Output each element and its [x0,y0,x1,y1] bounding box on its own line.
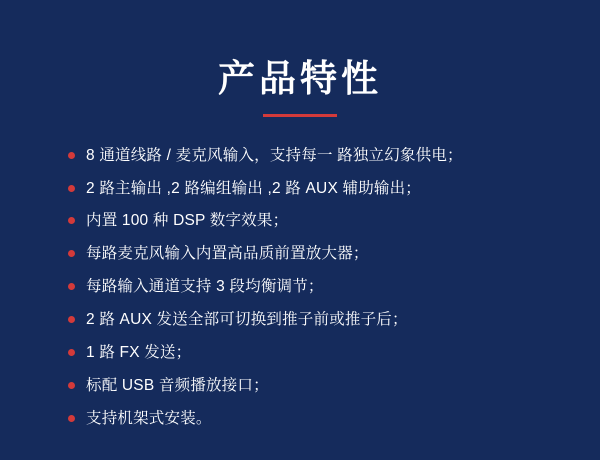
list-item [68,309,600,331]
feature-list [0,145,600,431]
page-title: 产品特性 [218,58,382,99]
bullet-icon [68,316,75,323]
list-item [68,178,600,200]
bullet-icon [68,283,75,290]
bullet-icon [68,349,75,356]
list-item [68,145,600,167]
feature-text: 2 路 AUX 发送全部可切换到推子前或推子后； [86,311,408,329]
title-underline [263,114,337,117]
bullet-icon [68,382,75,389]
feature-text: 2 路主输出 ,2 路编组输出 ,2 路 AUX 辅助输出； [86,179,421,197]
feature-text: 每路麦克风输入内置高品质前置放大器； [86,245,369,263]
feature-text: 标配 USB 音频播放接口； [86,377,269,395]
title-block [0,0,600,117]
bullet-icon [68,185,75,192]
feature-text: 8 通道线路 / 麦克风输入，支持每一 路独立幻象供电； [86,146,463,164]
bullet-icon [68,152,75,159]
list-item [68,342,600,364]
list-item [68,243,600,265]
feature-text: 1 路 FX 发送； [86,344,192,362]
list-item [68,375,600,397]
feature-text: 每路输入通道支持 3 段均衡调节； [86,278,324,296]
feature-text: 支持机架式安装。 [86,410,212,428]
list-item [68,276,600,298]
bullet-icon [68,217,75,224]
list-item [68,210,600,232]
list-item [68,408,600,430]
bullet-icon [68,250,75,257]
feature-text: 内置 100 种 DSP 数字效果； [86,212,289,230]
bullet-icon [68,415,75,422]
